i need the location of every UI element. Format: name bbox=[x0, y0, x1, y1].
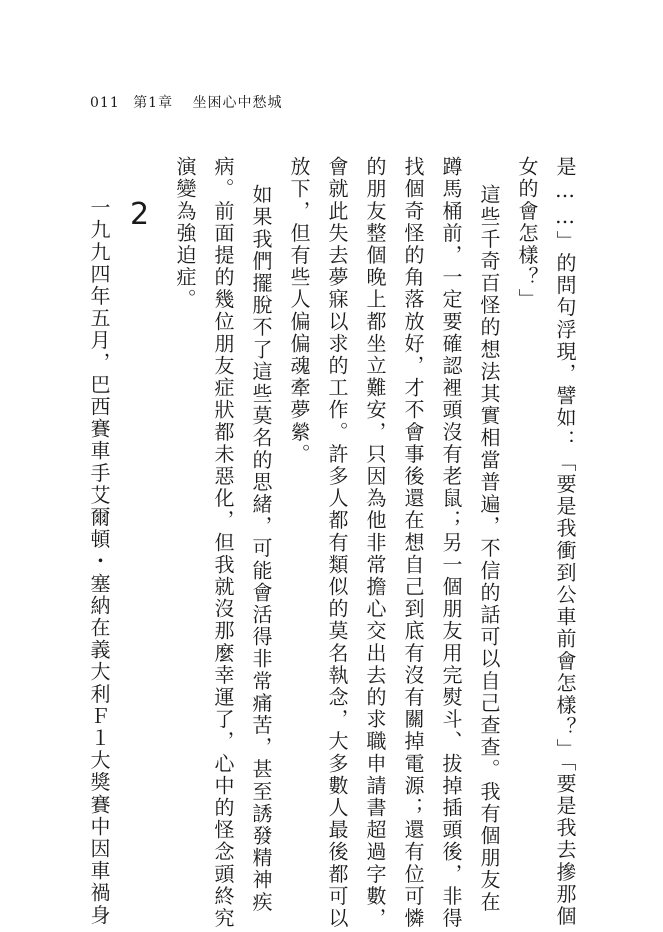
chapter-label: 第1章 bbox=[133, 95, 174, 111]
text-column: 是……」的問句浮現，譬如：「要是我衝到公車前會怎樣？」「要是我去摻那個 bbox=[553, 156, 577, 928]
text-column: 一九九四年五月，巴西賽車手艾爾頓・塞納在義大利Ｆ１大獎賽中因車禍身 bbox=[87, 197, 111, 927]
text-column: 這些千奇百怪的想法其實相當普遍，不信的話可以自己查查。我有個朋友在 bbox=[477, 184, 501, 914]
section-number: 2 bbox=[130, 197, 150, 232]
text-column: 的朋友整個晚上都坐立難安，只因為他非常擔心交出去的求職申請書超過字數， bbox=[363, 156, 387, 930]
text-column: 會就此失去夢寐以求的工作。許多人都有類似的莫名執念，大多數人最後都可以 bbox=[325, 156, 349, 930]
running-header bbox=[90, 92, 283, 112]
text-column: 找個奇怪的角落放好，才不會事後還在想自己到底有沒有關掉電源；還有位可憐 bbox=[401, 156, 425, 930]
chapter-title: 坐困心中愁城 bbox=[192, 95, 283, 111]
text-column: 女的會怎樣？」 bbox=[515, 156, 539, 311]
text-column: 如果我們擺脫不了這些莫名的思緒，可能會活得非常痛苦，甚至誘發精神疾 bbox=[249, 184, 273, 914]
text-column: 演變為強迫症。 bbox=[173, 156, 197, 311]
text-column: 蹲馬桶前，一定要確認裡頭沒有老鼠；另一個朋友用完熨斗、拔掉插頭後，非得 bbox=[439, 156, 463, 930]
text-column: 病。前面提的幾位朋友症狀都未惡化，但我就沒那麼幸運了，心中的怪念頭終究 bbox=[211, 156, 235, 930]
text-column: 放下，但有些人偏偏魂牽夢縈。 bbox=[287, 156, 311, 466]
page-number: 011 bbox=[90, 95, 120, 111]
